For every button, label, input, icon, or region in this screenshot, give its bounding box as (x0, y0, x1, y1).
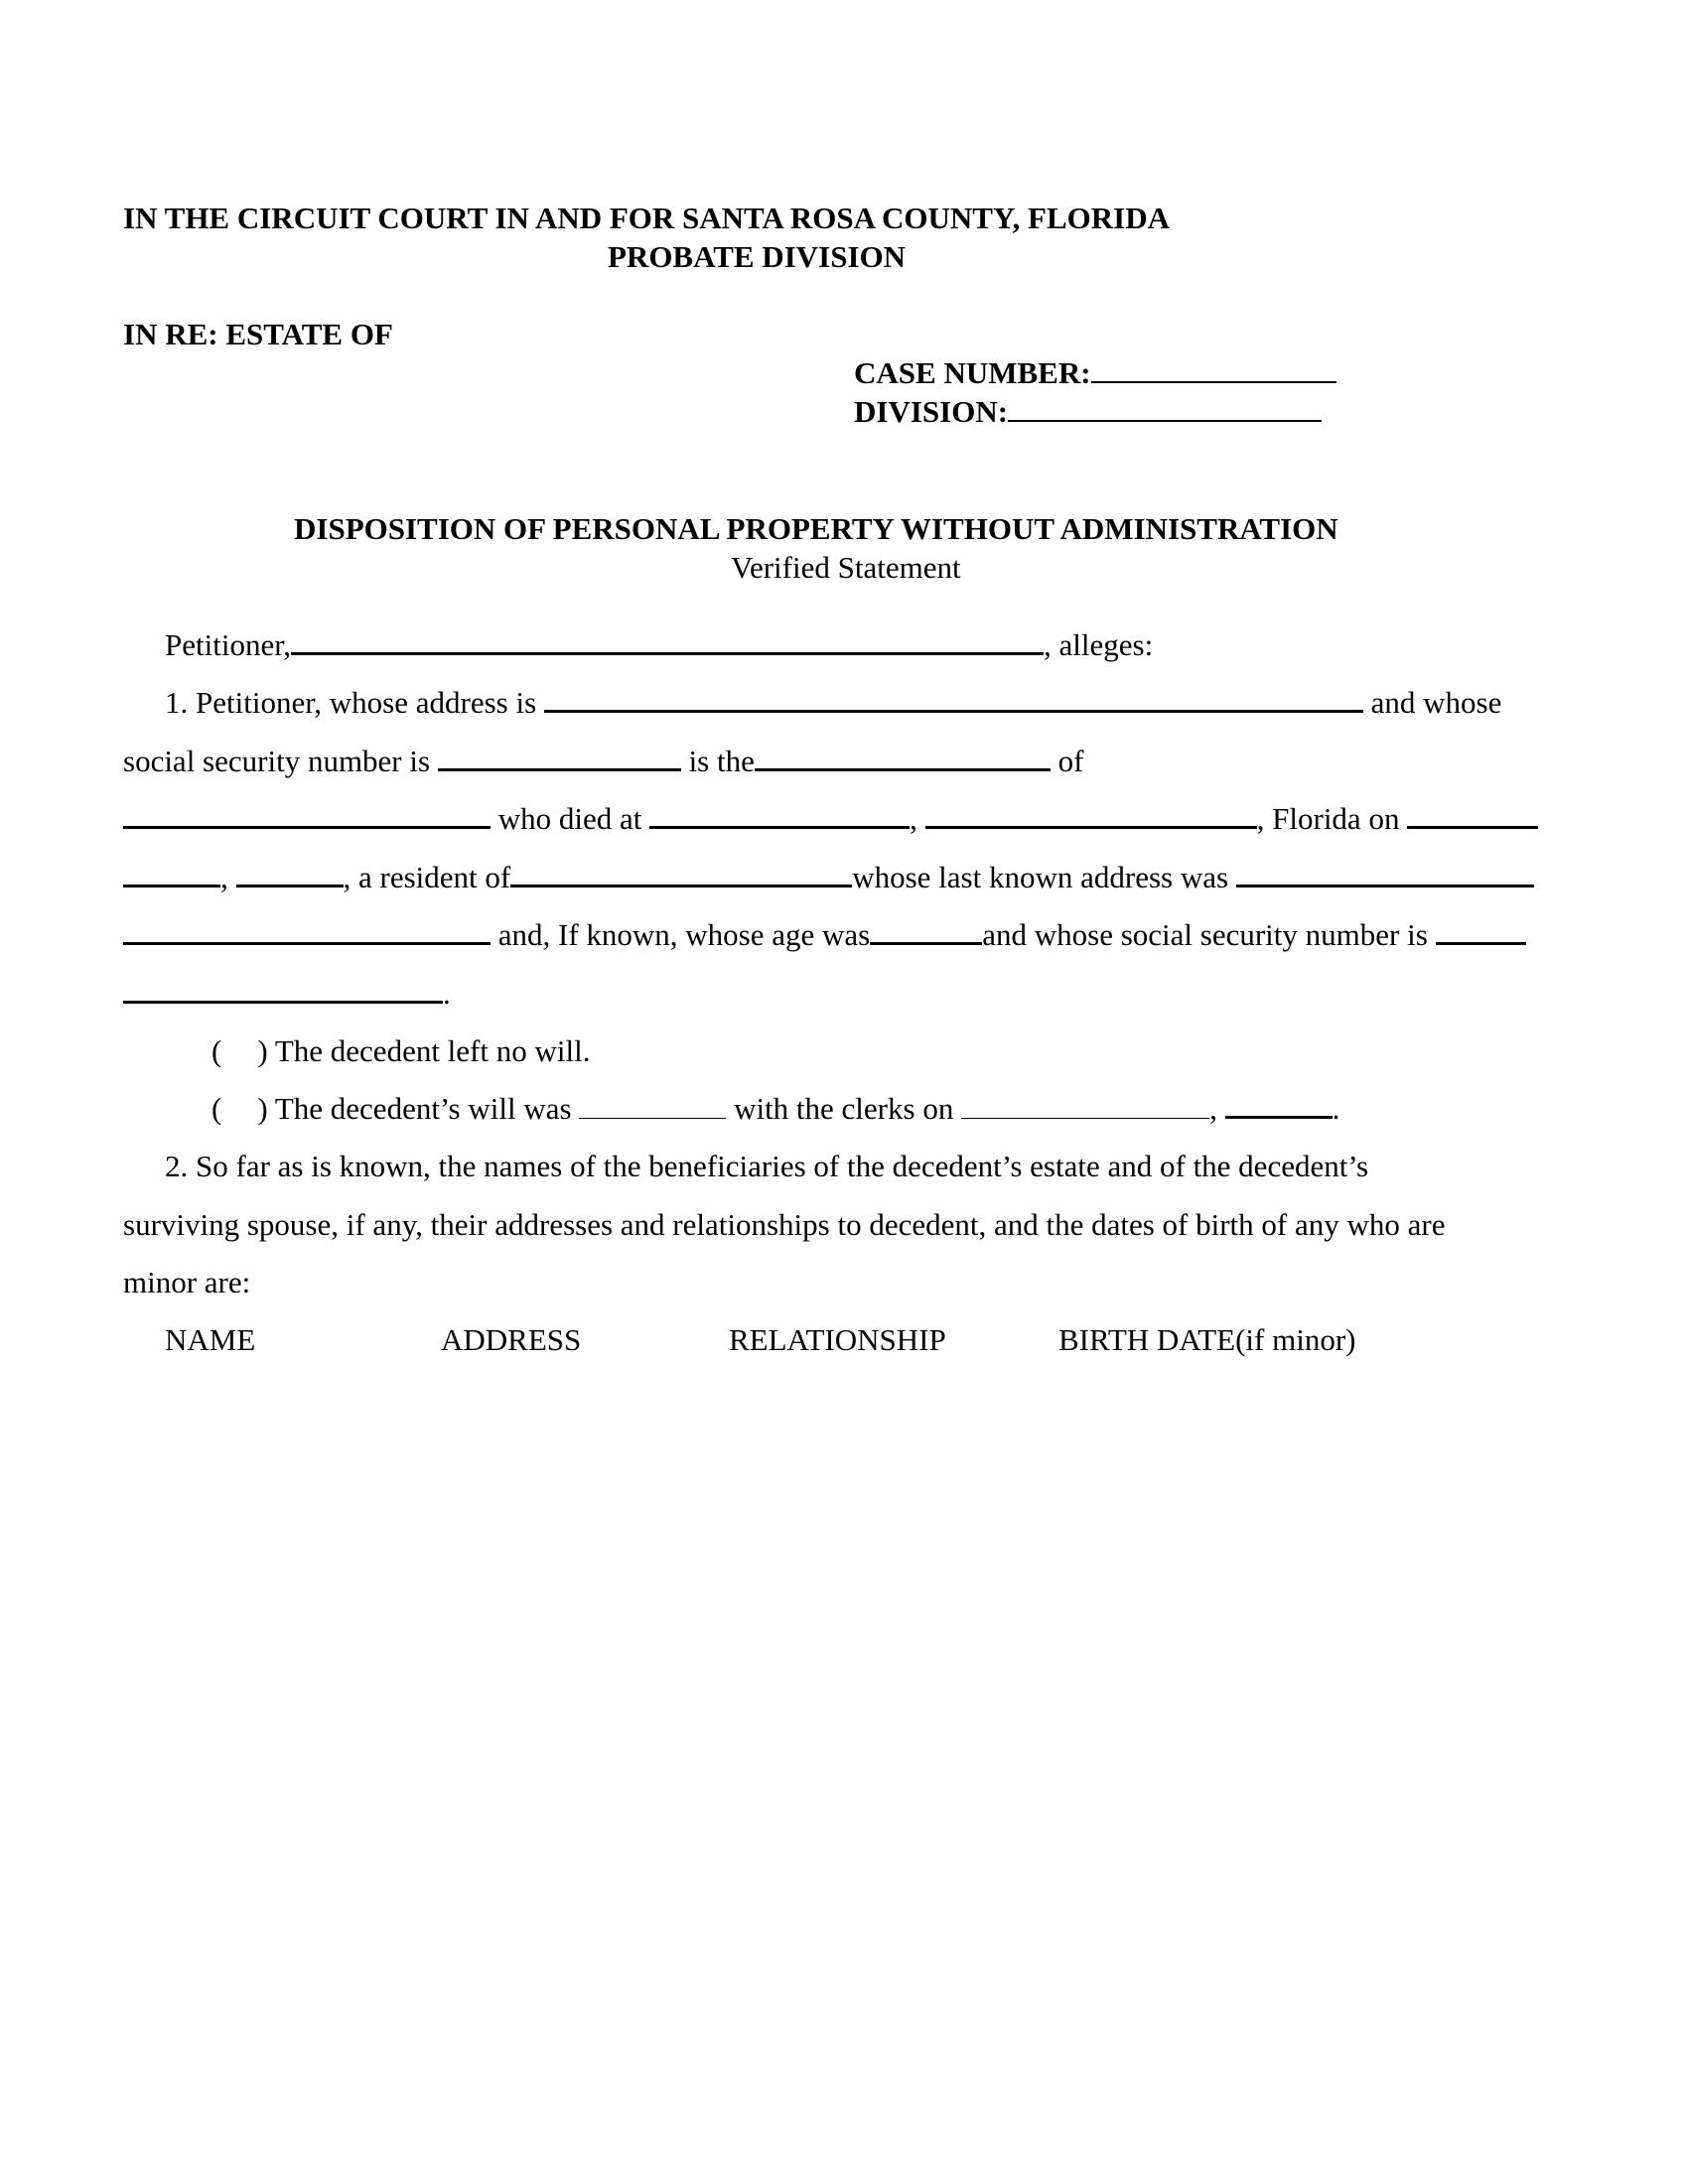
will-was-text: ) The decedent’s will was (257, 1091, 572, 1126)
case-number-label: CASE NUMBER: (854, 355, 1091, 390)
florida-on-text: , Florida on (1256, 801, 1400, 836)
comma-text-2: , (220, 860, 228, 894)
p2-line-2: surviving spouse, if any, their addresses and relationships to decedent, and the dates of birth of any who are (123, 1207, 1446, 1242)
decedent-age-field[interactable] (870, 941, 982, 945)
resident-of-text: , a resident of (343, 860, 511, 894)
petitioner-address-field[interactable] (544, 709, 1363, 713)
petitioner-name-field[interactable] (291, 651, 1044, 655)
place-of-death-field[interactable] (649, 825, 910, 829)
who-died-at-text: who died at (497, 801, 642, 836)
case-number-field[interactable] (1091, 380, 1336, 383)
residence-field[interactable] (510, 884, 852, 887)
alleges-text: , alleges: (1044, 627, 1154, 662)
court-heading: IN THE CIRCUIT COURT IN AND FOR SANTA ROSA COUNTY, FLORIDA (123, 201, 1170, 235)
last-address-field-1[interactable] (1236, 884, 1534, 887)
form-title: DISPOSITION OF PERSONAL PROPERTY WITHOUT ADMINISTRATION (294, 511, 1338, 546)
period-text-2: . (1332, 1091, 1340, 1126)
p1-line-1 (165, 687, 1501, 718)
no-will-text: ) The decedent left no will. (257, 1033, 591, 1068)
in-re-estate-label: IN RE: ESTATE OF (123, 317, 393, 351)
death-day-field[interactable] (123, 884, 220, 887)
comma-text-3: , (1209, 1091, 1217, 1126)
will-date-field[interactable] (961, 1117, 1209, 1119)
p1-line-3 (123, 803, 1538, 834)
division-field[interactable] (1008, 419, 1322, 422)
division-row (854, 396, 1322, 427)
no-will-option[interactable] (211, 1035, 590, 1066)
petitioner-row (165, 629, 1153, 660)
comma-text: , (910, 801, 917, 836)
probate-division-heading: PROBATE DIVISION (608, 239, 907, 274)
p1-line-5 (123, 919, 1526, 950)
will-year-field[interactable] (1225, 1115, 1333, 1119)
is-the-text: is the (688, 744, 755, 778)
p1-line-4 (123, 862, 1534, 892)
death-month-day-field[interactable] (1407, 825, 1538, 829)
and-whose-text: and whose (1370, 685, 1502, 720)
col-header-address: ADDRESS (441, 1322, 582, 1357)
death-year-field[interactable] (236, 884, 344, 887)
checkbox-open-paren-2[interactable]: ( (211, 1091, 222, 1126)
ssn-label: social security number is (123, 744, 431, 778)
period-text: . (443, 976, 451, 1011)
with-clerks-text: with the clerks on (734, 1091, 954, 1126)
p2-line-1: 2. So far as is known, the names of the beneficiaries of the decedent’s estate and of the decedent’s (165, 1149, 1369, 1183)
case-number-row (854, 357, 1336, 388)
p1-line-2 (123, 746, 1083, 776)
county-of-death-field[interactable] (925, 825, 1257, 829)
last-known-address-text: whose last known address was (852, 860, 1229, 894)
relationship-field[interactable] (755, 767, 1051, 771)
col-header-relationship: RELATIONSHIP (729, 1322, 946, 1357)
of-text: of (1057, 744, 1084, 778)
form-subtitle: Verified Statement (731, 550, 961, 585)
will-status-field[interactable] (579, 1117, 726, 1119)
checkbox-open-paren[interactable]: ( (211, 1033, 222, 1068)
col-header-birth-date: BIRTH DATE(if minor) (1058, 1322, 1356, 1357)
last-address-field-2[interactable] (123, 941, 491, 945)
p1-start-text: 1. Petitioner, whose address is (165, 685, 537, 720)
col-header-name: NAME (165, 1322, 256, 1357)
decedent-ssn-field-2[interactable] (123, 1000, 443, 1004)
decedent-ssn-text: and whose social security number is (982, 917, 1428, 952)
age-text: and, If known, whose age was (497, 917, 871, 952)
p1-line-6 (123, 978, 451, 1009)
petitioner-ssn-field[interactable] (438, 767, 681, 771)
p2-line-3: minor are: (123, 1265, 251, 1299)
petitioner-label: Petitioner, (165, 627, 292, 662)
will-deposited-option[interactable] (211, 1093, 1339, 1124)
decedent-name-field[interactable] (123, 825, 491, 829)
decedent-ssn-field-1[interactable] (1436, 941, 1526, 945)
division-label: DIVISION: (854, 394, 1009, 429)
